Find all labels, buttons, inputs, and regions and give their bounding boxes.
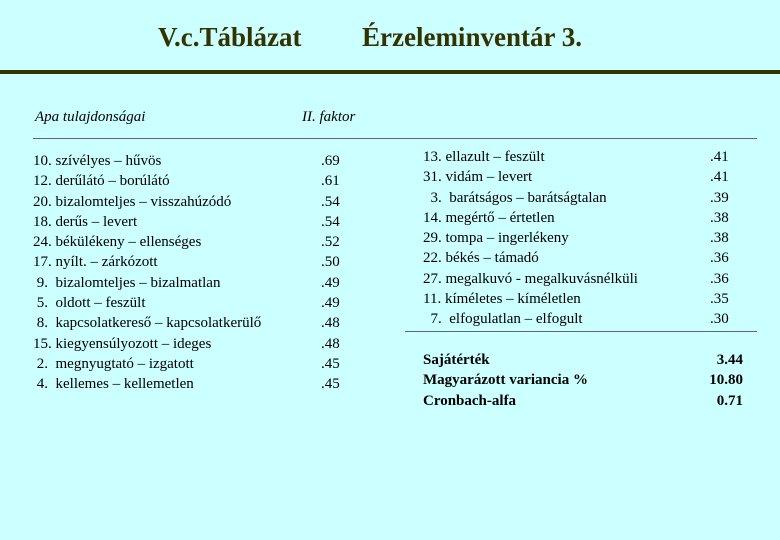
table-row [423, 188, 753, 208]
table-row [423, 309, 753, 329]
item-loading: .61 [321, 173, 340, 190]
item-loading: .36 [710, 270, 729, 287]
table-row [423, 167, 753, 187]
item-loading: .36 [710, 250, 729, 267]
item-label: 8. kapcsolatkereső – kapcsolatkerülő [33, 315, 262, 332]
item-loading: .69 [321, 153, 340, 169]
item-label: 4. kellemes – kellemetlen [33, 376, 194, 393]
item-label: 14. megértő – értetlen [423, 209, 555, 226]
table-row [33, 171, 353, 191]
item-label: 7. elfogulatlan – elfogult [423, 311, 583, 328]
item-label: 20. bizalomteljes – visszahúzódó [33, 193, 232, 210]
item-label: 3. barátságos – barátságtalan [423, 189, 607, 206]
stat-label: Sajátérték [423, 352, 490, 368]
item-label: 22. békés – támadó [423, 250, 539, 267]
table-row [423, 147, 753, 167]
stat-label: Cronbach-alfa [423, 392, 517, 409]
stats-divider [405, 331, 757, 332]
table-row [423, 208, 753, 228]
title-divider [0, 70, 780, 74]
item-loading: .38 [710, 230, 729, 247]
table-row [33, 374, 353, 394]
table-row [33, 151, 353, 171]
item-loading: .52 [321, 234, 340, 251]
item-loading: .39 [710, 189, 729, 206]
item-label: 27. megalkuvó - megalkuvásnélküli [423, 270, 638, 287]
stat-label: Magyarázott variancia % [423, 372, 588, 389]
item-label: 29. tompa – ingerlékeny [423, 230, 569, 247]
table-row [423, 289, 753, 309]
left-item-list [33, 151, 353, 395]
item-label: 18. derűs – levert [33, 213, 138, 230]
item-loading: .54 [321, 193, 340, 210]
stat-value: 0.71 [716, 392, 743, 409]
item-label: 24. békülékeny – ellenséges [33, 234, 202, 251]
item-label: 13. ellazult – feszült [423, 149, 545, 165]
table-row [33, 334, 353, 354]
item-loading: .48 [321, 315, 340, 332]
item-label: 9. bizalomteljes – bizalmatlan [33, 274, 221, 291]
item-label: 17. nyílt. – zárkózott [33, 254, 158, 271]
item-loading: .50 [321, 254, 340, 271]
stat-row-cronbach [423, 391, 743, 411]
item-loading: .49 [321, 274, 340, 291]
header-divider [33, 138, 757, 139]
item-loading: .41 [710, 149, 729, 165]
table-row [33, 252, 353, 272]
table-row [33, 293, 353, 313]
item-label: 11. kíméletes – kíméletlen [423, 291, 581, 308]
item-label: 5. oldott – feszült [33, 295, 146, 312]
page-title [0, 22, 780, 58]
table-label: V.c.Táblázat [158, 22, 302, 52]
column-header-traits: Apa tulajdonságai [35, 109, 146, 125]
summary-statistics [423, 350, 743, 411]
stat-row-eigenvalue [423, 350, 743, 370]
item-loading: .45 [321, 355, 340, 372]
item-loading: .41 [710, 169, 729, 186]
stat-value: 3.44 [716, 352, 743, 368]
table-row [33, 354, 353, 374]
item-loading: .48 [321, 335, 340, 352]
stat-row-variance [423, 370, 743, 390]
column-header-factor: II. faktor [302, 109, 356, 125]
table-row [423, 228, 753, 248]
item-loading: .49 [321, 295, 340, 312]
table-title: Érzeleminventár 3. [362, 22, 582, 52]
table-row [423, 248, 753, 268]
table-row [33, 212, 353, 232]
item-label: 15. kiegyensúlyozott – ideges [33, 335, 212, 352]
item-label: 12. derűlátó – borúlátó [33, 173, 170, 190]
item-loading: .30 [710, 311, 729, 328]
right-item-list [423, 147, 753, 330]
item-loading: .45 [321, 376, 340, 393]
item-loading: .38 [710, 209, 729, 226]
table-row [33, 313, 353, 333]
stat-value: 10.80 [709, 372, 743, 389]
item-label: 31. vidám – levert [423, 169, 533, 186]
table-row [33, 232, 353, 252]
item-loading: .54 [321, 213, 340, 230]
table-row [423, 269, 753, 289]
item-loading: .35 [710, 291, 729, 308]
table-row [33, 192, 353, 212]
item-label: 2. megnyugtató – izgatott [33, 355, 194, 372]
item-label: 10. szívélyes – hűvös [33, 153, 162, 169]
table-row [33, 273, 353, 293]
